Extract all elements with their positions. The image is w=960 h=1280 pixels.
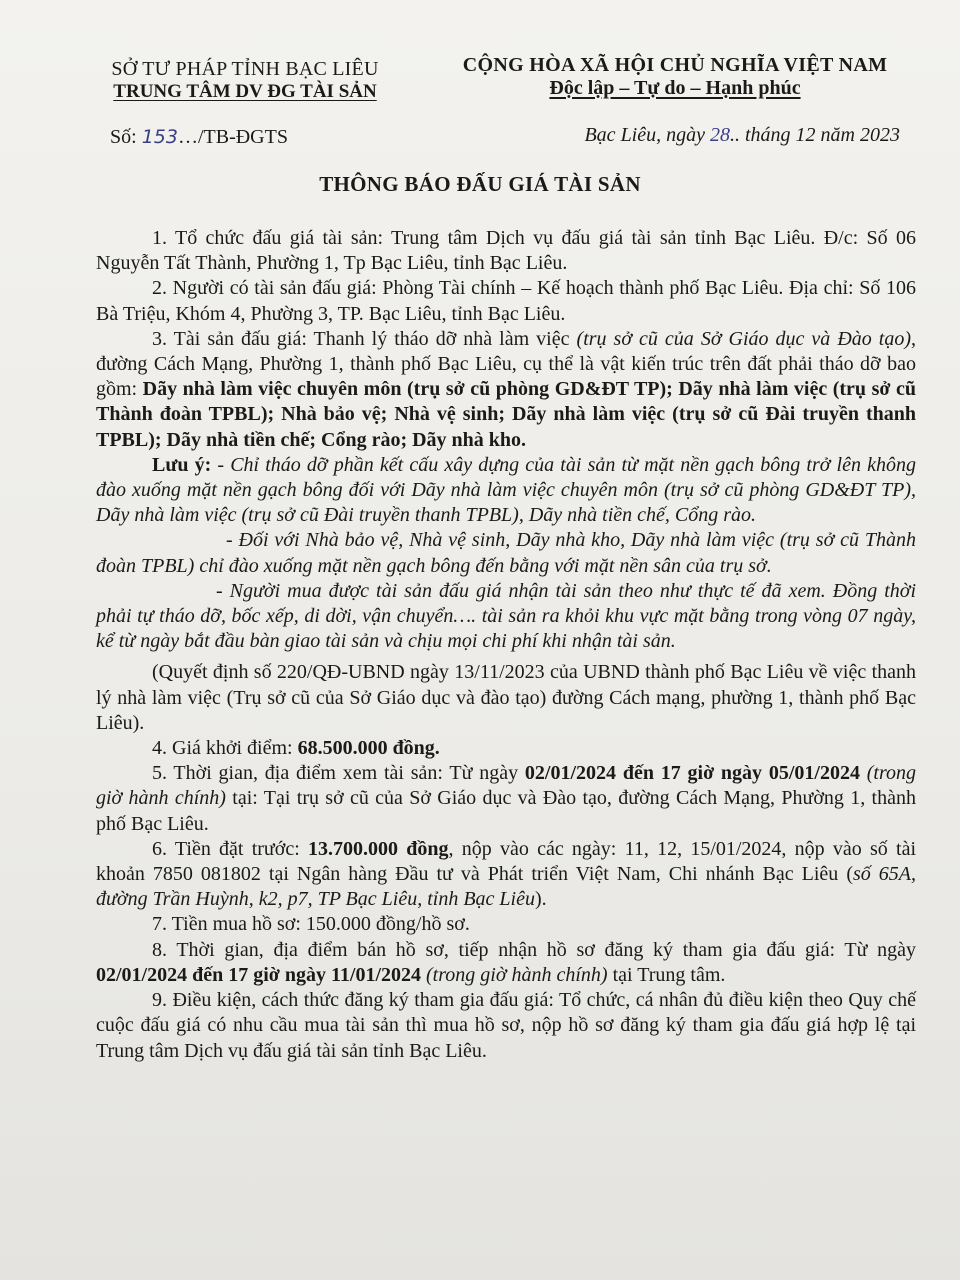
- date-rest: .. tháng 12 năm 2023: [730, 124, 900, 146]
- item-5-place: tại: Tại trụ sở cũ của Sở Giáo dục và Đào tạo, đường Cách Mạng, Phường 1, thành phố Bạc Liêu.: [96, 787, 916, 835]
- doc-number-handwritten: 153: [141, 126, 178, 148]
- decision-reference: (Quyết định số 220/QĐ-UBND ngày 13/11/2023 của UBND thành phố Bạc Liêu về việc thanh lý nhà làm việc (Trụ sở cũ của Sở Giáo dục và đào tạo) đường Cách mạng, phường 1, thành phố Bạc Liêu).: [96, 661, 916, 734]
- item-1: 1. Tổ chức đấu giá tài sản: Trung tâm Dịch vụ đấu giá tài sản tỉnh Bạc Liêu. Đ/c: Số 06 Nguyễn Tất Thành, Phường 1, Tp Bạc Liêu, tỉnh Bạc Liêu.: [96, 227, 916, 275]
- item-9: 9. Điều kiện, cách thức đăng ký tham gia đấu giá: Tổ chức, cá nhân đủ điều kiện theo Quy chế cuộc đấu giá có nhu cầu mua tài sản thì mua hồ sơ, nộp hồ sơ đăng ký tham gia đấu giá hợp lệ tại Trung tâm Dịch vụ đấu giá tài sản tỉnh Bạc Liêu.: [96, 989, 916, 1062]
- date-prefix: Bạc Liêu, ngày: [584, 124, 710, 146]
- note-2: - Đối với Nhà bảo vệ, Nhà vệ sinh, Dãy nhà kho, Dãy nhà làm việc (trụ sở cũ Thành đoàn TPBL) chỉ đào xuống mặt nền gạch bông đến bằng với mặt nền sân của trụ sở.: [96, 529, 916, 577]
- bank-address: số 65A, đường Trần Huỳnh, k2, p7, TP Bạc Liêu, tỉnh Bạc Liêu: [96, 863, 916, 911]
- item-3-assets: Dãy nhà làm việc chuyên môn (trụ sở cũ phòng GD&ĐT TP); Dãy nhà làm việc (trụ sở cũ Thành đoàn TPBL); Nhà bảo vệ; Nhà vệ sinh; Dãy nhà làm việc (trụ sở cũ Đài truyền thanh TPBL); Dãy nhà tiền chế; Cổng rào; Dãy nhà kho.: [96, 378, 916, 451]
- deposit-amount: 13.700.000 đồng: [308, 837, 449, 860]
- item-6-mid: , nộp vào các ngày: 11, 12, 15/01/2024, nộp vào số tài khoản 7850 081802 tại Ngân hàng Đầu tư và Phát triển Việt Nam, Chi nhánh Bạc Liêu (: [96, 837, 916, 886]
- note-1: [96, 453, 916, 529]
- issuer-line1: SỞ TƯ PHÁP TỈNH BẠC LIÊU: [111, 58, 379, 80]
- document-number: [110, 126, 288, 149]
- item-4-label: 4. Giá khởi điểm:: [152, 737, 298, 760]
- starting-price: 68.500.000 đồng.: [297, 737, 440, 760]
- national-motto: Độc lập – Tự do – Hạnh phúc: [549, 77, 801, 99]
- item-5: [96, 761, 916, 837]
- item-5-dates: 02/01/2024 đến 17 giờ ngày 05/01/2024: [524, 762, 860, 785]
- date-day-handwritten: 28: [710, 124, 730, 146]
- item-8-lead: 8. Thời gian, địa điểm bán hồ sơ, tiếp nhận hồ sơ đăng ký tham gia đấu giá: Từ ngày: [152, 938, 916, 961]
- item-6-end: ).: [534, 888, 547, 911]
- item-3-lead: 3. Tài sản đấu giá: Thanh lý tháo dỡ nhà làm việc: [152, 327, 577, 350]
- item-5-hours: (trong giờ hành chính): [96, 762, 916, 810]
- item-3: [96, 327, 916, 453]
- item-7: 7. Tiền mua hồ sơ: 150.000 đồng/hồ sơ.: [152, 913, 470, 936]
- item-3-italic: (trụ sở cũ của Sở Giáo dục và Đào tạo): [576, 327, 911, 350]
- item-3-mid: , đường Cách Mạng, Phường 1, thành phố Bạc Liêu, cụ thể là vật kiến trúc trên đất phải tháo dỡ bao gồm:: [96, 327, 916, 401]
- notice-body: [96, 226, 916, 1064]
- item-2: 2. Người có tài sản đấu giá: Phòng Tài chính – Kế hoạch thành phố Bạc Liêu. Địa chỉ: Số 106 Bà Triệu, Khóm 4, Phường 3, TP. Bạc Liêu, tỉnh Bạc Liêu.: [96, 277, 916, 325]
- note-1-text: - Chỉ tháo dỡ phần kết cấu xây dựng của tài sản từ mặt nền gạch bông trở lên không đào xuống mặt nền gạch bông đối với Dãy nhà làm việc chuyên môn (trụ sở cũ phòng GD&ĐT TP), Dãy nhà làm việc (trụ sở cũ Đài truyền thanh TPBL), Dãy nhà tiền chế, Cổng rào.: [96, 453, 917, 527]
- item-8: [96, 938, 916, 988]
- item-8-hours: (trong giờ hành chính): [421, 963, 608, 986]
- national-title: CỘNG HÒA XÃ HỘI CHỦ NGHĨA VIỆT NAM: [462, 54, 888, 76]
- doc-number-prefix: Số:: [110, 126, 142, 148]
- item-4: [96, 736, 916, 761]
- issuer-line2: TRUNG TÂM DV ĐG TÀI SẢN: [113, 81, 377, 102]
- item-5-lead: 5. Thời gian, địa điểm xem tài sản: Từ ngày: [152, 762, 525, 785]
- note-3: - Người mua được tài sản đấu giá nhận tài sản theo như thực tế đã xem. Đồng thời phải tự tháo dỡ, bốc xếp, di dời, vận chuyển…. tài sản ra khỏi khu vực mặt bằng trong vòng 07 ngày, kể từ ngày bắt đầu bàn giao tài sản và chịu mọi chi phí khi nhận tài sản.: [96, 579, 916, 653]
- note-label: Lưu ý:: [152, 453, 218, 476]
- item-8-place: tại Trung tâm.: [607, 963, 726, 986]
- item-6: [96, 837, 916, 913]
- page-title: THÔNG BÁO ĐẤU GIÁ TÀI SẢN: [319, 172, 641, 196]
- doc-number-suffix: …/TB-ĐGTS: [177, 126, 288, 148]
- issuer-block: [60, 58, 430, 103]
- national-header: [430, 54, 920, 100]
- document-date: [584, 124, 900, 147]
- item-8-dates: 02/01/2024 đến 17 giờ ngày 11/01/2024: [96, 963, 421, 986]
- item-6-lead: 6. Tiền đặt trước:: [152, 837, 309, 860]
